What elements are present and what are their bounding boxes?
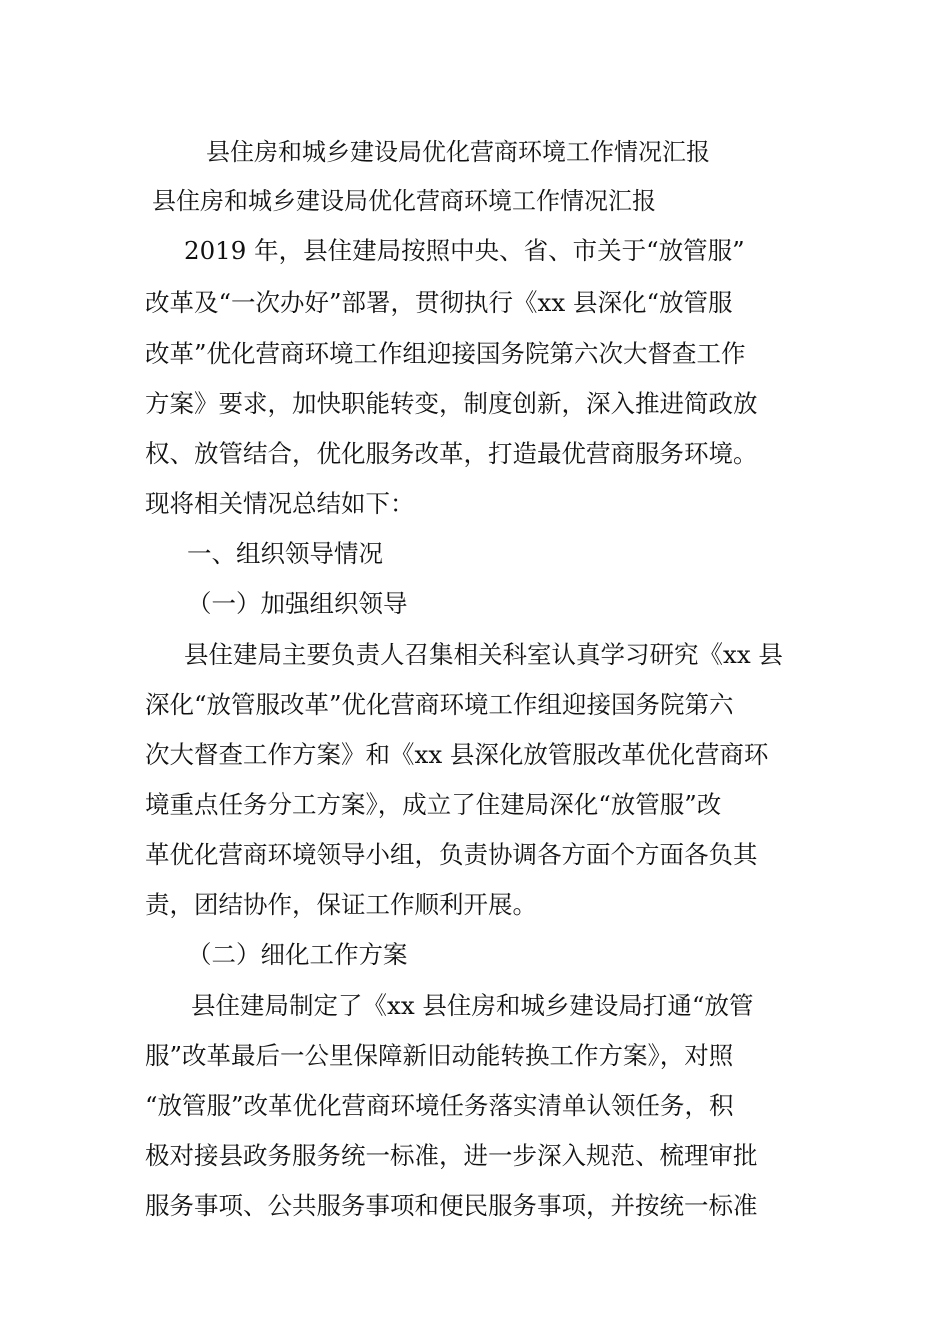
paragraph-line: 方案》要求，加快职能转变，制度创新，深入推进简政放 bbox=[145, 389, 758, 418]
paragraph-line: 责，团结协作，保证工作顺利开展。 bbox=[145, 890, 537, 919]
section-heading: 一、组织领导情况 bbox=[187, 539, 383, 568]
paragraph-line: 境重点任务分工方案》，成立了住建局深化“放管服”改 bbox=[145, 790, 722, 819]
paragraph-line: 深化“放管服改革”优化营商环境工作组迎接国务院第六 bbox=[145, 690, 734, 719]
paragraph-line: 权、放管结合，优化服务改革，打造最优营商服务环境。 bbox=[145, 439, 758, 468]
paragraph-line: 革优化营商环境领导小组，负责协调各方面个方面各负其 bbox=[145, 840, 758, 869]
paragraph-line: 服务事项、公共服务事项和便民服务事项，并按统一标准 bbox=[145, 1191, 758, 1220]
paragraph-line: 改革”优化营商环境工作组迎接国务院第六次大督查工作 bbox=[145, 339, 746, 368]
document-subtitle: 县住房和城乡建设局优化营商环境工作情况汇报 bbox=[152, 187, 656, 215]
paragraph-line: 极对接县政务服务统一标准，进一步深入规范、梳理审批 bbox=[145, 1141, 758, 1170]
paragraph-line: 2019 年，县住建局按照中央、省、市关于“放管服” bbox=[184, 236, 745, 265]
paragraph-line: 次大督查工作方案》和《xx 县深化放管服改革优化营商环 bbox=[145, 740, 769, 769]
document-title: 县住房和城乡建设局优化营商环境工作情况汇报 bbox=[206, 138, 710, 166]
paragraph-line: 现将相关情况总结如下： bbox=[145, 489, 415, 518]
paragraph-line: 改革及“一次办好”部署，贯彻执行《xx 县深化“放管服 bbox=[145, 288, 733, 317]
paragraph-line: 县住建局主要负责人召集相关科室认真学习研究《xx 县 bbox=[184, 640, 783, 669]
paragraph-line: “放管服”改革优化营商环境任务落实清单认领任务，积 bbox=[145, 1091, 734, 1120]
paragraph-line: 服”改革最后一公里保障新旧动能转换工作方案》，对照 bbox=[145, 1041, 734, 1070]
subsection-heading: （一）加强组织领导 bbox=[187, 589, 408, 618]
subsection-heading: （二）细化工作方案 bbox=[187, 940, 408, 969]
paragraph-line: 县住建局制定了《xx 县住房和城乡建设局打通“放管 bbox=[191, 991, 754, 1020]
